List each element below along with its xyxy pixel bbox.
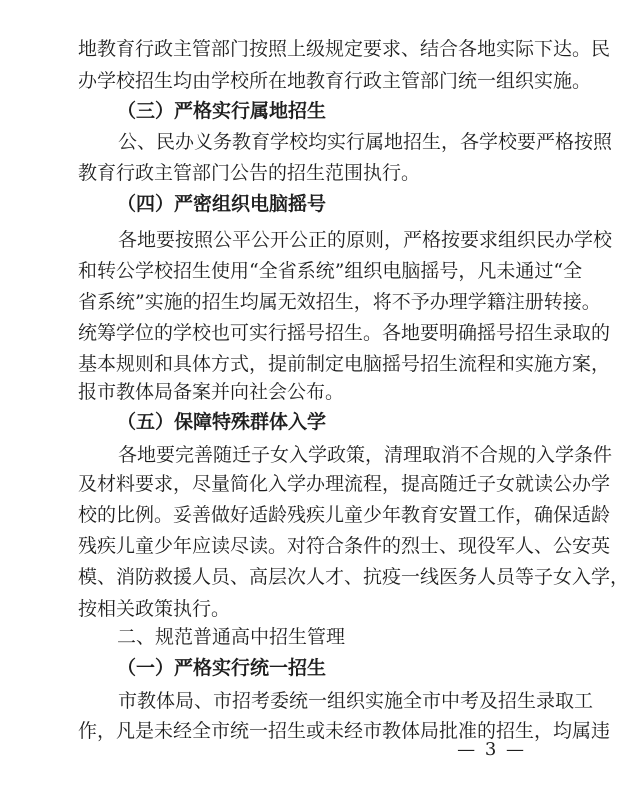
section-heading: （一）严格实行统一招生 xyxy=(117,657,327,679)
text-line: 各地要按照公平公开公正的原则，严格按要求组织民办学校 xyxy=(118,229,613,251)
text-line: 和转公学校招生使用“全省系统”组织电脑摇号，凡未通过“全 xyxy=(78,260,583,282)
text-line: 校的比例。妥善做好适龄残疾儿童少年教育安置工作，确保适龄 xyxy=(78,504,611,526)
text-line: 市教体局、市招考委统一组织实施全市中考及招生录取工 xyxy=(118,690,594,712)
text-line: 报市教体局备案并向社会公布。 xyxy=(78,381,345,403)
text-line: 办学校招生均由学校所在地教育行政主管部门统一组织实施。 xyxy=(78,70,592,92)
text-line: 地教育行政主管部门按照上级规定要求、结合各地实际下达。民 xyxy=(78,38,611,60)
text-line: 基本规则和具体方式，提前制定电脑摇号招生流程和实施方案， xyxy=(78,353,611,375)
section-heading: （三）严格实行属地招生 xyxy=(117,100,327,122)
page-number: — 3 — xyxy=(457,739,526,760)
text-line: 残疾儿童少年应读尽读。对符合条件的烈士、现役军人、公安英 xyxy=(78,535,611,557)
section-heading: （四）严密组织电脑摇号 xyxy=(117,193,327,215)
text-line: 各地要完善随迁子女入学政策，清理取消不合规的入学条件 xyxy=(118,444,613,466)
text-line: 公、民办义务教育学校均实行属地招生，各学校要严格按照 xyxy=(118,131,613,153)
text-line: 统筹学位的学校也可实行摇号招生。各地要明确摇号招生录取的 xyxy=(78,322,611,344)
text-line: 及材料要求，尽量简化入学办理流程，提高随迁子女就读公办学 xyxy=(78,473,611,495)
text-line: 作，凡是未经全市统一招生或未经市教体局批准的招生，均属违 xyxy=(78,720,611,742)
text-line: 二、规范普通高中招生管理 xyxy=(117,626,346,648)
text-line: 按相关政策执行。 xyxy=(78,598,231,620)
text-line: 模、消防救援人员、高层次人才、抗疫一线医务人员等子女入学， xyxy=(78,566,629,588)
section-heading: （五）保障特殊群体入学 xyxy=(117,411,327,433)
text-line: 省系统”实施的招生均属无效招生，将不予办理学籍注册转接。 xyxy=(78,291,601,313)
text-line: 教育行政主管部门公告的招生范围执行。 xyxy=(78,162,421,184)
